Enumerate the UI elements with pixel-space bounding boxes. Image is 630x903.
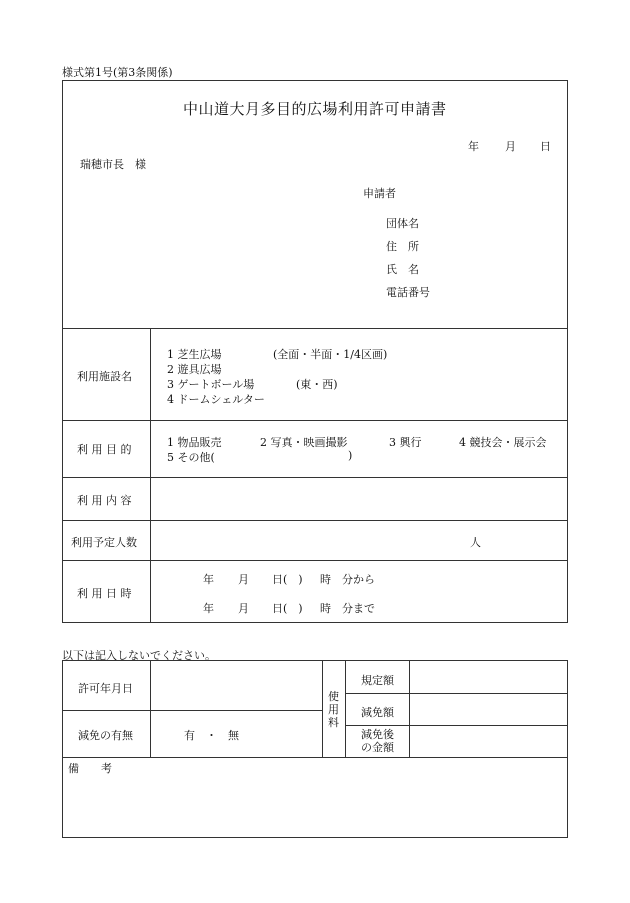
content-label: 利 用 内 容	[77, 494, 132, 507]
to-year: 年	[203, 602, 214, 615]
column-divider	[322, 660, 323, 757]
purpose-other-close: )	[348, 449, 353, 462]
facility-option: 2 遊具広場	[167, 363, 222, 376]
facility-option-note: (東・西)	[296, 378, 338, 391]
from-year: 年	[203, 573, 214, 586]
from-hour: 時	[320, 573, 331, 586]
office-use-frame	[62, 660, 568, 838]
remarks-label: 備 考	[68, 762, 112, 775]
to-month: 月	[238, 602, 249, 615]
fee-reduction-label: 減免額	[361, 706, 394, 719]
date-day-label: 日	[540, 140, 551, 153]
purpose-option: 2 写真・映画撮影	[260, 436, 348, 449]
row-divider	[62, 477, 568, 478]
from-day: 日( )	[272, 573, 303, 586]
row-divider	[62, 520, 568, 521]
reduction-options: 有 ・ 無	[184, 729, 239, 742]
row-divider	[62, 560, 568, 561]
row-divider	[345, 725, 568, 726]
row-divider	[62, 328, 568, 329]
people-label: 利用予定人数	[71, 536, 137, 549]
row-divider	[62, 757, 568, 758]
fee-after-reduction-label: 減免後の金額	[361, 728, 394, 754]
applicant-address-label: 住 所	[386, 240, 419, 253]
column-divider	[409, 660, 410, 757]
to-minute: 分まで	[342, 602, 375, 615]
facility-option: 3 ゲートボール場	[167, 378, 255, 391]
row-divider	[62, 420, 568, 421]
column-divider	[150, 660, 151, 757]
to-day: 日( )	[272, 602, 303, 615]
purpose-label: 利 用 目 的	[77, 443, 132, 456]
facility-option: 4 ドームシェルター	[167, 393, 265, 406]
fee-label: 使用料	[328, 690, 339, 729]
reduction-label: 減免の有無	[78, 729, 133, 742]
label-column-divider	[150, 328, 151, 623]
fee-standard-label: 規定額	[361, 674, 394, 687]
people-unit: 人	[470, 536, 481, 549]
purpose-option: 4 競技会・展示会	[459, 436, 547, 449]
form-title: 中山道大月多目的広場利用許可申請書	[183, 100, 447, 118]
row-divider	[62, 710, 322, 711]
facility-option-note: (全面・半面・1/4区画)	[273, 348, 388, 361]
purpose-other: 5 その他(	[167, 451, 215, 464]
to-hour: 時	[320, 602, 331, 615]
applicant-org-label: 団体名	[386, 217, 419, 230]
form-number: 様式第1号(第3条関係)	[62, 66, 173, 79]
from-minute: 分から	[342, 573, 375, 586]
office-use-note: 以下は記入しないでください。	[62, 649, 216, 662]
facility-option: 1 芝生広場	[167, 348, 222, 361]
addressee: 瑞穂市長 様	[80, 158, 146, 171]
applicant-heading: 申請者	[363, 187, 396, 200]
datetime-label: 利 用 日 時	[77, 587, 132, 600]
permit-date-label: 許可年月日	[78, 682, 133, 695]
row-divider	[345, 693, 568, 694]
from-month: 月	[238, 573, 249, 586]
applicant-phone-label: 電話番号	[386, 286, 430, 299]
column-divider	[345, 660, 346, 757]
applicant-name-label: 氏 名	[386, 263, 419, 276]
facility-label: 利用施設名	[77, 370, 132, 383]
date-month-label: 月	[505, 140, 516, 153]
date-year-label: 年	[468, 140, 479, 153]
purpose-option: 3 興行	[389, 436, 422, 449]
purpose-option: 1 物品販売	[167, 436, 222, 449]
